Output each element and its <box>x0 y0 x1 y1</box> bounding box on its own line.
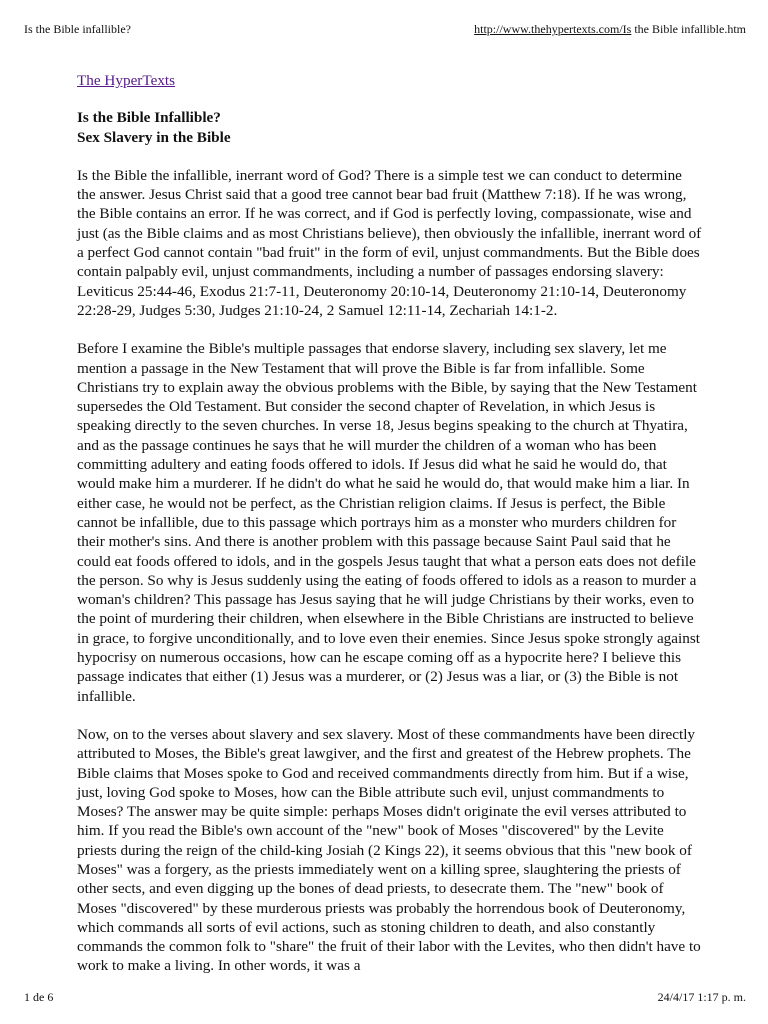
article-paragraph-3: Now, on to the verses about slavery and sex slavery. Most of these commandments have been directly attributed to Moses, the Bible's great lawgiver, and the first and greatest of the Hebrew prophets. The Bible claims that Moses spoke to God and received commandments directly from him. But if a wise, just, loving God spoke to Moses, how can the Bible attribute such evil, unjust commandments to Moses? The answer may be quite simple: perhaps Moses didn't originate the evil verses attributed to him. If you read the Bible's own account of the "new" book of Moses "discovered" by the Levite priests during the reign of the child-king Josiah (2 Kings 22), it seems obvious that this "new book of Moses" was a forgery, as the priests immediately went on a killing spree, slaughtering the priests of other sects, and even digging up the bones of dead priests, to desecrate them. The "new" book of Moses "discovered" by these murderous priests was probably the horrendous book of Deuteronomy, which commands all sorts of evil actions, such as stoning children to death, and also constantly commands the common folk to "share" the fruit of their labor with the Levites, who then didn't have to work to make a living. In other words, it was a <box>77 725 701 975</box>
print-header-url <box>474 22 746 37</box>
page-counter: 1 de 6 <box>24 990 54 1004</box>
url-link-part[interactable]: http://www.thehypertexts.com/Is <box>474 22 632 36</box>
article-paragraph-1: Is the Bible the infallible, inerrant word of God? There is a simple test we can conduct to determine the answer. Jesus Christ said that a good tree cannot bear bad fruit (Matthew 7:18). If he was wrong, the Bible contains an error. If he was correct, and if God is perfectly loving, compassionate, wise and just (as the Bible claims and as most Christians believe), then obviously the infallible, inerrant word of a perfect God cannot contain "bad fruit" in the form of evil, unjust commandments. But the Bible does contain palpably evil, unjust commandments, including a number of passages endorsing slavery: Leviticus 25:44-46, Exodus 21:7-11, Deuteronomy 20:10-14, Deuteronomy 21:10-14, Deuteronomy 22:28-29, Judges 5:30, Judges 21:10-24, 2 Samuel 12:11-14, Zechariah 14:1-2. <box>77 166 702 319</box>
site-home-link[interactable]: The HyperTexts <box>77 72 176 89</box>
url-rest-part: the Bible infallible.htm <box>631 22 746 36</box>
article-paragraph-2: Before I examine the Bible's multiple passages that endorse slavery, including sex slavery, let me mention a passage in the New Testament that will prove the Bible is far from infallible. Some Christians try to explain away the obvious problems with the Bible, by saying that the New Testament supersedes the Old Testament. But consider the second chapter of Revelation, in which Jesus is speaking directly to the seven churches. In verse 18, Jesus begins speaking to the church at Thyatira, and as the passage continues he says that he will murder the children of a woman who has been committing adultery and eating foods offered to idols. If Jesus did what he said he would do, that would make him a murderer. If he didn't do what he said he would do, that would make him a liar. In either case, he would not be perfect, as the Christian religion claims. If Jesus is perfect, the Bible cannot be infallible, due to this passage which portrays him as a monster who murders children for their mother's sins. And there is another problem with this passage because Saint Paul said that he could eat foods offered to idols, and in the gospels Jesus taught that what a person eats does not defile the person. So why is Jesus suddenly using the eating of foods offered to idols as a reason to murder a woman's children? This passage has Jesus saying that he will judge Christians by their works, even to the point of murdering their children, when elsewhere in the Bible Christians are instructed to believe in grace, to forgive unconditionally, and to love even their enemies. Since Jesus spoke strongly against hypocrisy on numerous occasions, how can he escape coming off as a hypocrite here? I believe this passage indicates that either (1) Jesus was a murderer, or (2) Jesus was a liar, or (3) the Bible is not infallible. <box>77 340 700 705</box>
article-title: Is the Bible Infallible? <box>77 109 221 127</box>
print-header-title: Is the Bible infallible? <box>24 22 131 36</box>
print-timestamp: 24/4/17 1:17 p. m. <box>657 990 746 1004</box>
article-content <box>77 71 703 976</box>
article-subtitle: Sex Slavery in the Bible <box>77 128 231 146</box>
